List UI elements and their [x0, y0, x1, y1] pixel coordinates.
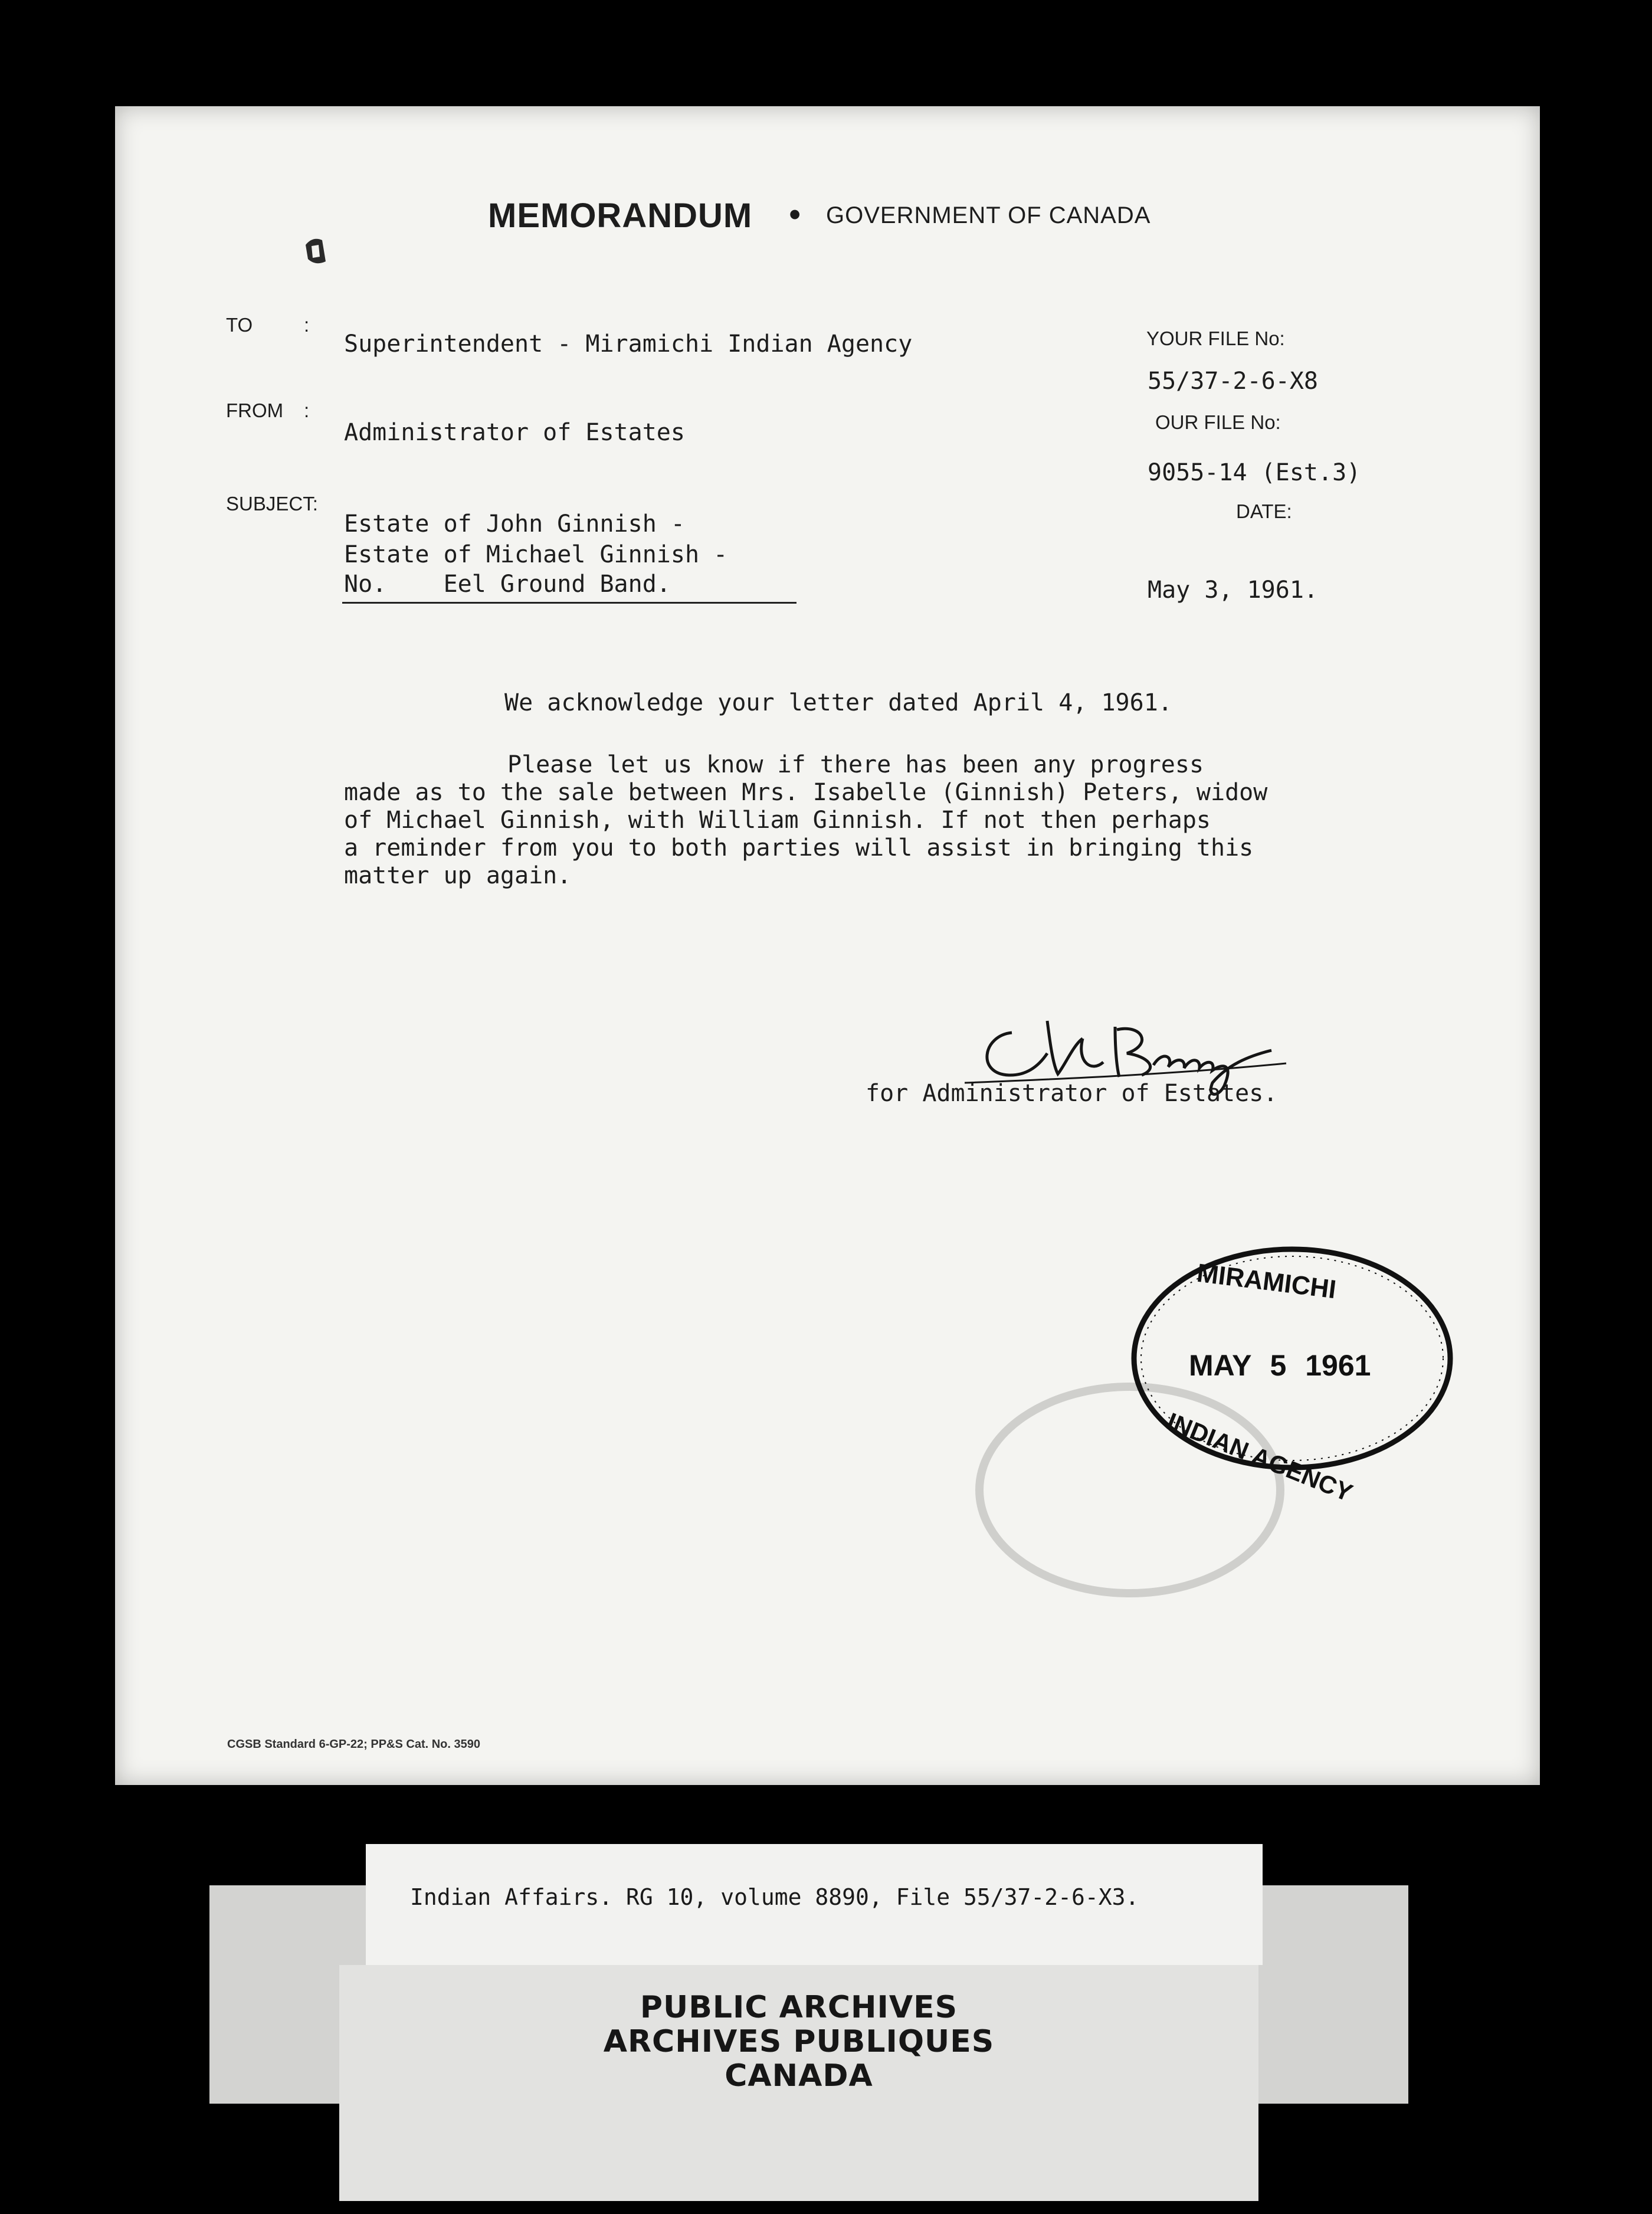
body-line-4: a reminder from you to both parties will assist in bringing this: [344, 834, 1254, 862]
stamp-agency-name: MIRAMICHI: [1195, 1258, 1338, 1305]
subject-label: SUBJECT:: [226, 493, 318, 515]
from-colon: :: [304, 399, 310, 421]
our-file-number: 9055-14 (Est.3): [1148, 459, 1361, 486]
signature-caption: for Administrator of Estates.: [866, 1080, 1278, 1107]
form-catalog-number: CGSB Standard 6-GP-22; PP&S Cat. No. 3590: [227, 1738, 481, 1751]
to-field: Superintendent - Miramichi Indian Agency: [344, 330, 913, 358]
date-label: DATE:: [1236, 500, 1292, 522]
subject-line-1: Estate of John Ginnish -: [344, 510, 685, 538]
memo-title: MEMORANDUM: [488, 196, 753, 235]
memorandum-page: [115, 106, 1540, 1785]
agency-stamp: [1127, 1242, 1457, 1507]
your-file-label: YOUR FILE No:: [1146, 327, 1285, 349]
archive-line-french: ARCHIVES PUBLIQUES: [603, 2024, 995, 2059]
body-line-3: of Michael Ginnish, with William Ginnish. If not then perhaps: [344, 807, 1211, 834]
stamp-date: MAY 5 1961: [1189, 1349, 1371, 1382]
our-file-label: OUR FILE No:: [1155, 411, 1281, 433]
memo-date: May 3, 1961.: [1148, 577, 1318, 604]
from-label: FROM: [226, 399, 284, 421]
subject-underline: [342, 602, 796, 604]
stamp-agency-label: INDIAN AGENCY: [1163, 1407, 1357, 1507]
title-separator: •: [789, 195, 801, 234]
memo-subtitle: GOVERNMENT OF CANADA: [826, 202, 1151, 228]
archive-reference: Indian Affairs. RG 10, volume 8890, File 55/37-2-6-X3.: [410, 1884, 1139, 1910]
archive-title-strip: [339, 1965, 1258, 2201]
subject-line-2: Estate of Michael Ginnish -: [344, 541, 728, 568]
body-line-1: Please let us know if there has been any progress: [507, 751, 1204, 778]
body-paragraph-1: We acknowledge your letter dated April 4, 1961.: [504, 689, 1172, 716]
body-line-5: matter up again.: [344, 862, 572, 889]
punch-mark-icon: [301, 233, 336, 271]
archive-line-english: PUBLIC ARCHIVES: [640, 1990, 958, 2025]
your-file-number: 55/37-2-6-X8: [1148, 368, 1318, 395]
body-line-2: made as to the sale between Mrs. Isabelle (Ginnish) Peters, widow: [344, 779, 1268, 806]
to-label: TO: [226, 314, 253, 336]
from-field: Administrator of Estates: [344, 419, 685, 446]
archive-line-country: CANADA: [725, 2058, 873, 2094]
to-colon: :: [304, 314, 310, 336]
subject-line-3: No. Eel Ground Band.: [344, 571, 671, 598]
